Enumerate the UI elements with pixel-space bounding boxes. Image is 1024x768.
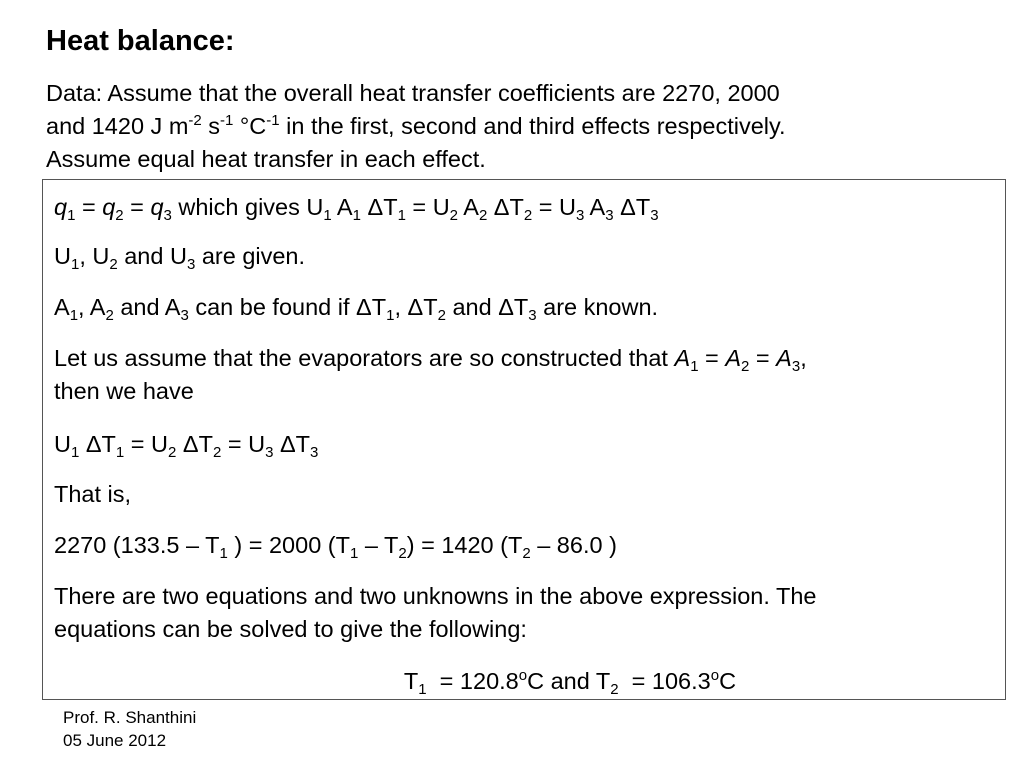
udt-equation: $U_1$ $\Delta T_1 = U_2$ $\Delta T_2 = U_3$ $\Delta T_3$	[54, 431, 319, 461]
that-is-text: That is,	[54, 481, 132, 507]
footer-author: Prof. R. Shanthini	[63, 708, 197, 727]
solution-explanation: There are two equations and two unknowns in the above expression. The equations can be solved to give the following:	[54, 583, 817, 642]
equal-area-assumption: Let us assume that the evaporators are so constructed that $A_1 = A_2 = A_3$, then we have	[54, 345, 807, 404]
given-coefficients: $U_1$, $U_2$ and $U_3$ are given.	[54, 243, 306, 273]
intro-paragraph	[46, 77, 1006, 176]
area-statement: $A_1$, $A_2$ and $A_3$ can be found if $\Delta T_1$, $\Delta T_2$ and $\Delta T_3$ are known.	[54, 294, 659, 324]
intro-line-3: Assume equal heat transfer in each effect.	[46, 146, 486, 172]
equation-box	[42, 179, 1006, 700]
solution-result: $T_1 = 120.8^oC$ and $T_2 = 106.3^oC$	[403, 667, 737, 698]
slide-title: Heat balance:	[46, 25, 235, 57]
intro-line-2: and 1420 J $m^{-2}$ $s^{-1}$ $^\circ C^{-1}$ in the first, second and third effects respectively.	[46, 112, 786, 139]
superscript: -1	[220, 112, 234, 129]
footer	[63, 706, 196, 752]
footer-date: 05 June 2012	[63, 731, 167, 750]
superscript: -1	[266, 112, 280, 129]
numeric-equation: 2270 ($133.5 - T_1$ ) = 2000 $(T_1 - T_2) = 1420$ ($T_2 - 86.0$ )	[54, 532, 617, 562]
superscript: -2	[188, 112, 202, 129]
heat-balance-equation: $q_1 = q_2 = q_3$ which gives $U_1$ $A_1$ $\Delta T_1 = U_2$ $A_2$ $\Delta T_2 = U_3$ $A_3$ $\Delta T_3$	[54, 194, 659, 224]
intro-line-1: Data: Assume that the overall heat transfer coefficients are 2270, 2000	[46, 80, 780, 106]
